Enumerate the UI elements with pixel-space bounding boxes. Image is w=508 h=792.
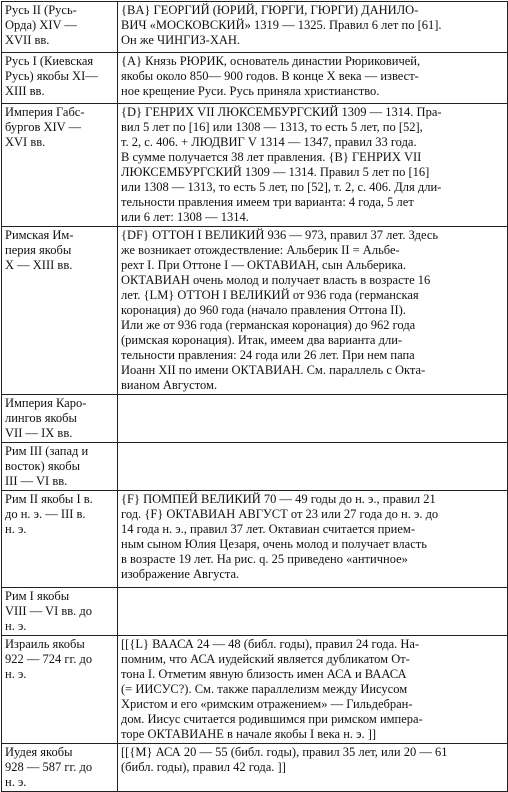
- ruler-text-cell: [118, 588, 508, 636]
- table-row: [2, 588, 508, 636]
- table-row: [2, 636, 508, 744]
- table-row: [2, 53, 508, 104]
- table-row: [2, 104, 508, 227]
- table-row: [2, 491, 508, 588]
- period-cell: Империя Габс- бургов XIV — XVI вв.: [2, 104, 118, 227]
- table-row: [2, 227, 508, 395]
- chronology-table: [1, 1, 508, 792]
- ruler-text-cell: [118, 443, 508, 491]
- period-cell: Рим I якобы VIII — VI вв. до н. э.: [2, 588, 118, 636]
- period-cell: Русь II (Русь- Орда) XIV — XVII вв.: [2, 2, 118, 53]
- ruler-text-cell: [[{L} ВААСА 24 — 48 (библ. годы), правил 24 года. На- помним, что АСА иудейский является дубликатом От- тона I. Отметим явную близость имен АСА и ВААСА (= ИИСУС?). См. также параллелизм между Иисусом Христом и его «римским отражением» — Гильдебран- дом. Иисус считается родившимся при римском импера- торе ОКТАВИАНЕ в начале якобы I века н. э. ]]: [118, 636, 508, 744]
- table-row: [2, 443, 508, 491]
- period-cell: Римская Им- перия якобы X — XIII вв.: [2, 227, 118, 395]
- period-cell: Израиль якобы 922 — 724 гг. до н. э.: [2, 636, 118, 744]
- table-row: [2, 2, 508, 53]
- ruler-text-cell: [118, 395, 508, 443]
- period-cell: Рим II якобы I в. до н. э. — III в. н. э.: [2, 491, 118, 588]
- period-cell: Рим III (запад и восток) якобы III — VI вв.: [2, 443, 118, 491]
- ruler-text-cell: [[{M} АСА 20 — 55 (библ. годы), правил 35 лет, или 20 — 61 (библ. годы), правил 42 года. ]]: [118, 744, 508, 792]
- period-cell: Иудея якобы 928 — 587 гг. до н. э.: [2, 744, 118, 792]
- ruler-text-cell: {F} ПОМПЕЙ ВЕЛИКИЙ 70 — 49 годы до н. э., правил 21 год. {F} ОКТАВИАН АВГУСТ от 23 или 27 года до н. э. до 14 года н. э., правил 37 лет. Октавиан считается прием- ным сыном Юлия Цезаря, очень молод и получает власть в возрасте 19 лет. На рис. q. 25 приведено «античное» изображение Августа.: [118, 491, 508, 588]
- period-cell: Русь I (Киевская Русь) якобы XI— XIII вв.: [2, 53, 118, 104]
- table-row: [2, 744, 508, 792]
- period-cell: Империя Каро- лингов якобы VII — IX вв.: [2, 395, 118, 443]
- ruler-text-cell: {DF} ОТТОН I ВЕЛИКИЙ 936 — 973, правил 37 лет. Здесь же возникает отождествление: Альберик II = Альбе- рехт I. При Оттоне I — ОКТАВИАН, сын Альберика. ОКТАВИАН очень молод и получает власть в возрасте 16 лет. {LM} ОТТОН I ВЕЛИКИЙ от 936 года (германская коронация) до 960 года (начало правления Оттона II). Или же от 936 года (германская коронация) до 962 года (римская коронация). Итак, имеем два варианта дли- тельности правления: 24 года или 26 лет. При нем папа Иоанн XII по имени ОКТАВИАН. См. параллель с Окта- вианом Августом.: [118, 227, 508, 395]
- ruler-text-cell: {BA} ГЕОРГИЙ (ЮРИЙ, ГЮРГИ, ГЮРГИ) ДАНИЛО- ВИЧ «МОСКОВСКИЙ» 1319 — 1325. Правил 6 лет по [61]. Он же ЧИНГИЗ-ХАН.: [118, 2, 508, 53]
- ruler-text-cell: {A} Князь РЮРИК, основатель династии Рюриковичей, якобы около 850— 900 годов. В конце X века — извест- ное крещение Руси. Русь приняла христианство.: [118, 53, 508, 104]
- table-row: [2, 395, 508, 443]
- ruler-text-cell: {D} ГЕНРИХ VII ЛЮКСЕМБУРГСКИЙ 1309 — 1314. Пра- вил 5 лет по [16] или 1308 — 1313, то есть 5 лет, по [52], т. 2, с. 406. + ЛЮДВИГ V 1314 — 1347, правил 33 года. В сумме получается 38 лет правления. {B} ГЕНРИХ VII ЛЮКСЕМБУРГСКИЙ 1309 — 1314. Правил 5 лет по [16] или 1308 — 1313, то есть 5 лет, по [52], т. 2, с. 406. Для дли- тельности правления имеем три варианта: 4 года, 5 лет или 6 лет: 1308 — 1314.: [118, 104, 508, 227]
